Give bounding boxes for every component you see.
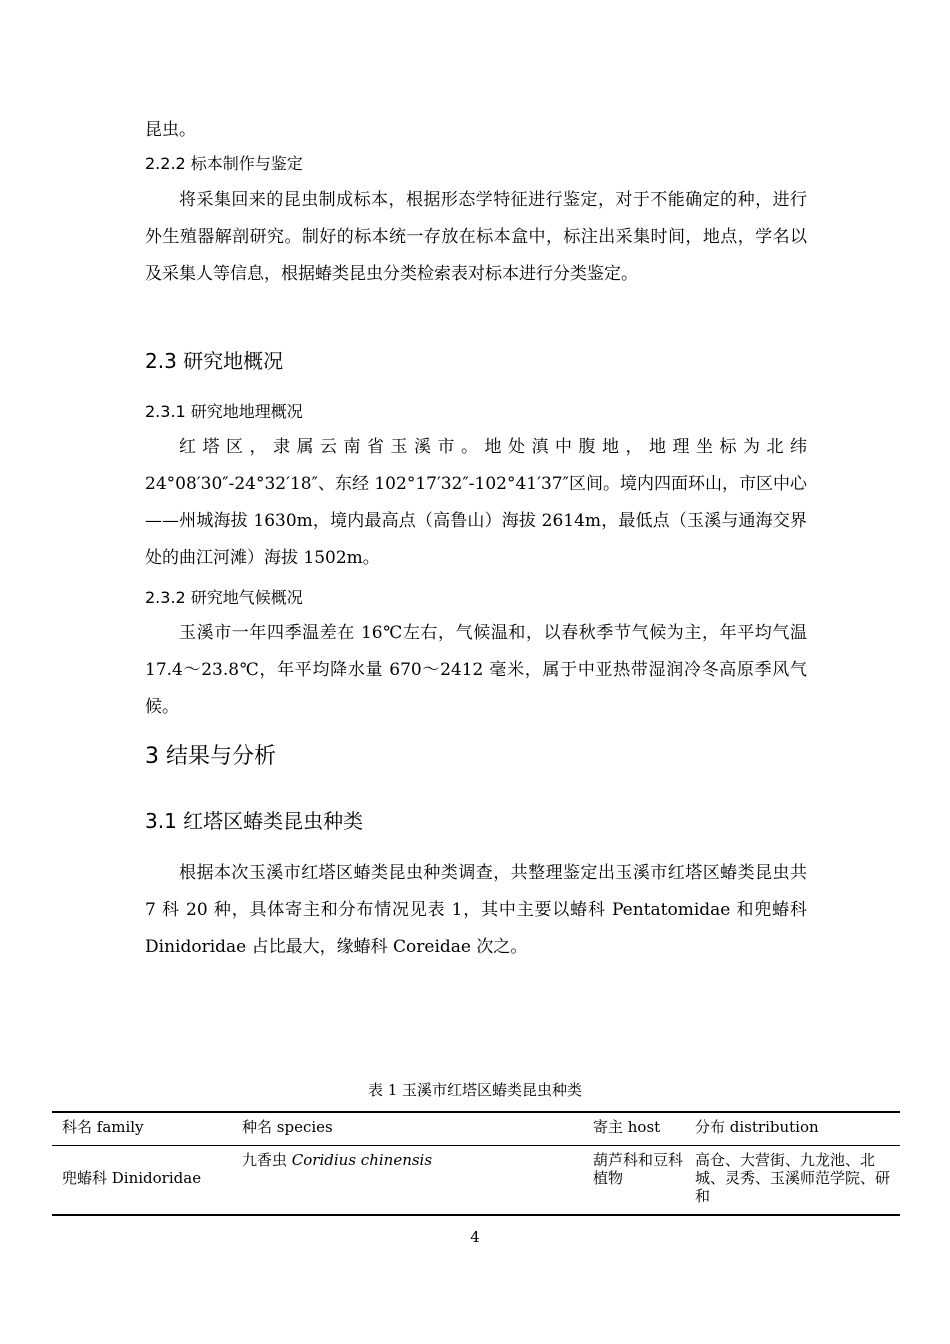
row-species [242, 1151, 432, 1169]
table-top-rule [52, 1111, 900, 1113]
table-bottom-rule [52, 1214, 900, 1216]
table-header-species: 种名 species [242, 1118, 333, 1136]
heading-2-3: 2.3 研究地概况 [145, 349, 284, 373]
paragraph-2-3-1: 红塔区，隶属云南省玉溪市。地处滇中腹地，地理坐标为北纬 24°08′30″-24°32′18″、东经 102°17′32″-102°41′37″区间。境内四面环山，市区中心——州城海拔 1630m，境内最高点（高鲁山）海拔 2614m，最低点（玉溪与通海交界处的曲江河滩）海拔 1502m。 [145, 437, 807, 568]
heading-3: 3 结果与分析 [145, 744, 276, 769]
row-species-cn: 九香虫 [242, 1151, 288, 1169]
paragraph-2-3-2: 玉溪市一年四季温差在 16℃左右，气候温和，以春秋季节气候为主，年平均气温 17.4～23.8℃，年平均降水量 670～2412 毫米，属于中亚热带湿润冷冬高原季风气候。 [145, 623, 807, 717]
table-header-rule [52, 1145, 900, 1146]
table-header-host: 寄主 host [593, 1118, 661, 1136]
paragraph-2-2-2: 将采集回来的昆虫制成标本，根据形态学特征进行鉴定，对于不能确定的种，进行外生殖器解剖研究。制好的标本统一存放在标本盒中，标注出采集时间，地点，学名以及采集人等信息，根据蝽类昆虫分类检索表对标本进行分类鉴定。 [145, 190, 807, 284]
heading-2-3-2: 2.3.2 研究地气候概况 [145, 588, 303, 607]
table-header-family: 科名 family [62, 1118, 144, 1136]
page-number: 4 [470, 1228, 480, 1246]
heading-2-2-2: 2.2.2 标本制作与鉴定 [145, 154, 303, 173]
row-distribution: 高仓、大营街、九龙池、北城、灵秀、玉溪师范学院、研和 [695, 1151, 891, 1205]
intro-tail-text: 昆虫。 [145, 120, 196, 140]
row-species-latin: Coridius chinensis [291, 1151, 433, 1169]
row-host: 葫芦科和豆科植物 [593, 1151, 684, 1187]
table-header-distribution: 分布 distribution [695, 1118, 819, 1136]
heading-3-1: 3.1 红塔区蝽类昆虫种类 [145, 809, 364, 833]
heading-2-3-1: 2.3.1 研究地地理概况 [145, 402, 303, 421]
row-family: 兜蝽科 Dinidoridae [62, 1169, 202, 1187]
paragraph-3-1: 根据本次玉溪市红塔区蝽类昆虫种类调查，共整理鉴定出玉溪市红塔区蝽类昆虫共 7 科 20 种，具体寄主和分布情况见表 1，其中主要以蝽科 Pentatomidae 和兜蝽科 Dinidoridae 占比最大，缘蝽科 Coreidae 次之。 [145, 863, 807, 957]
table-caption: 表 1 玉溪市红塔区蝽类昆虫种类 [367, 1081, 583, 1099]
